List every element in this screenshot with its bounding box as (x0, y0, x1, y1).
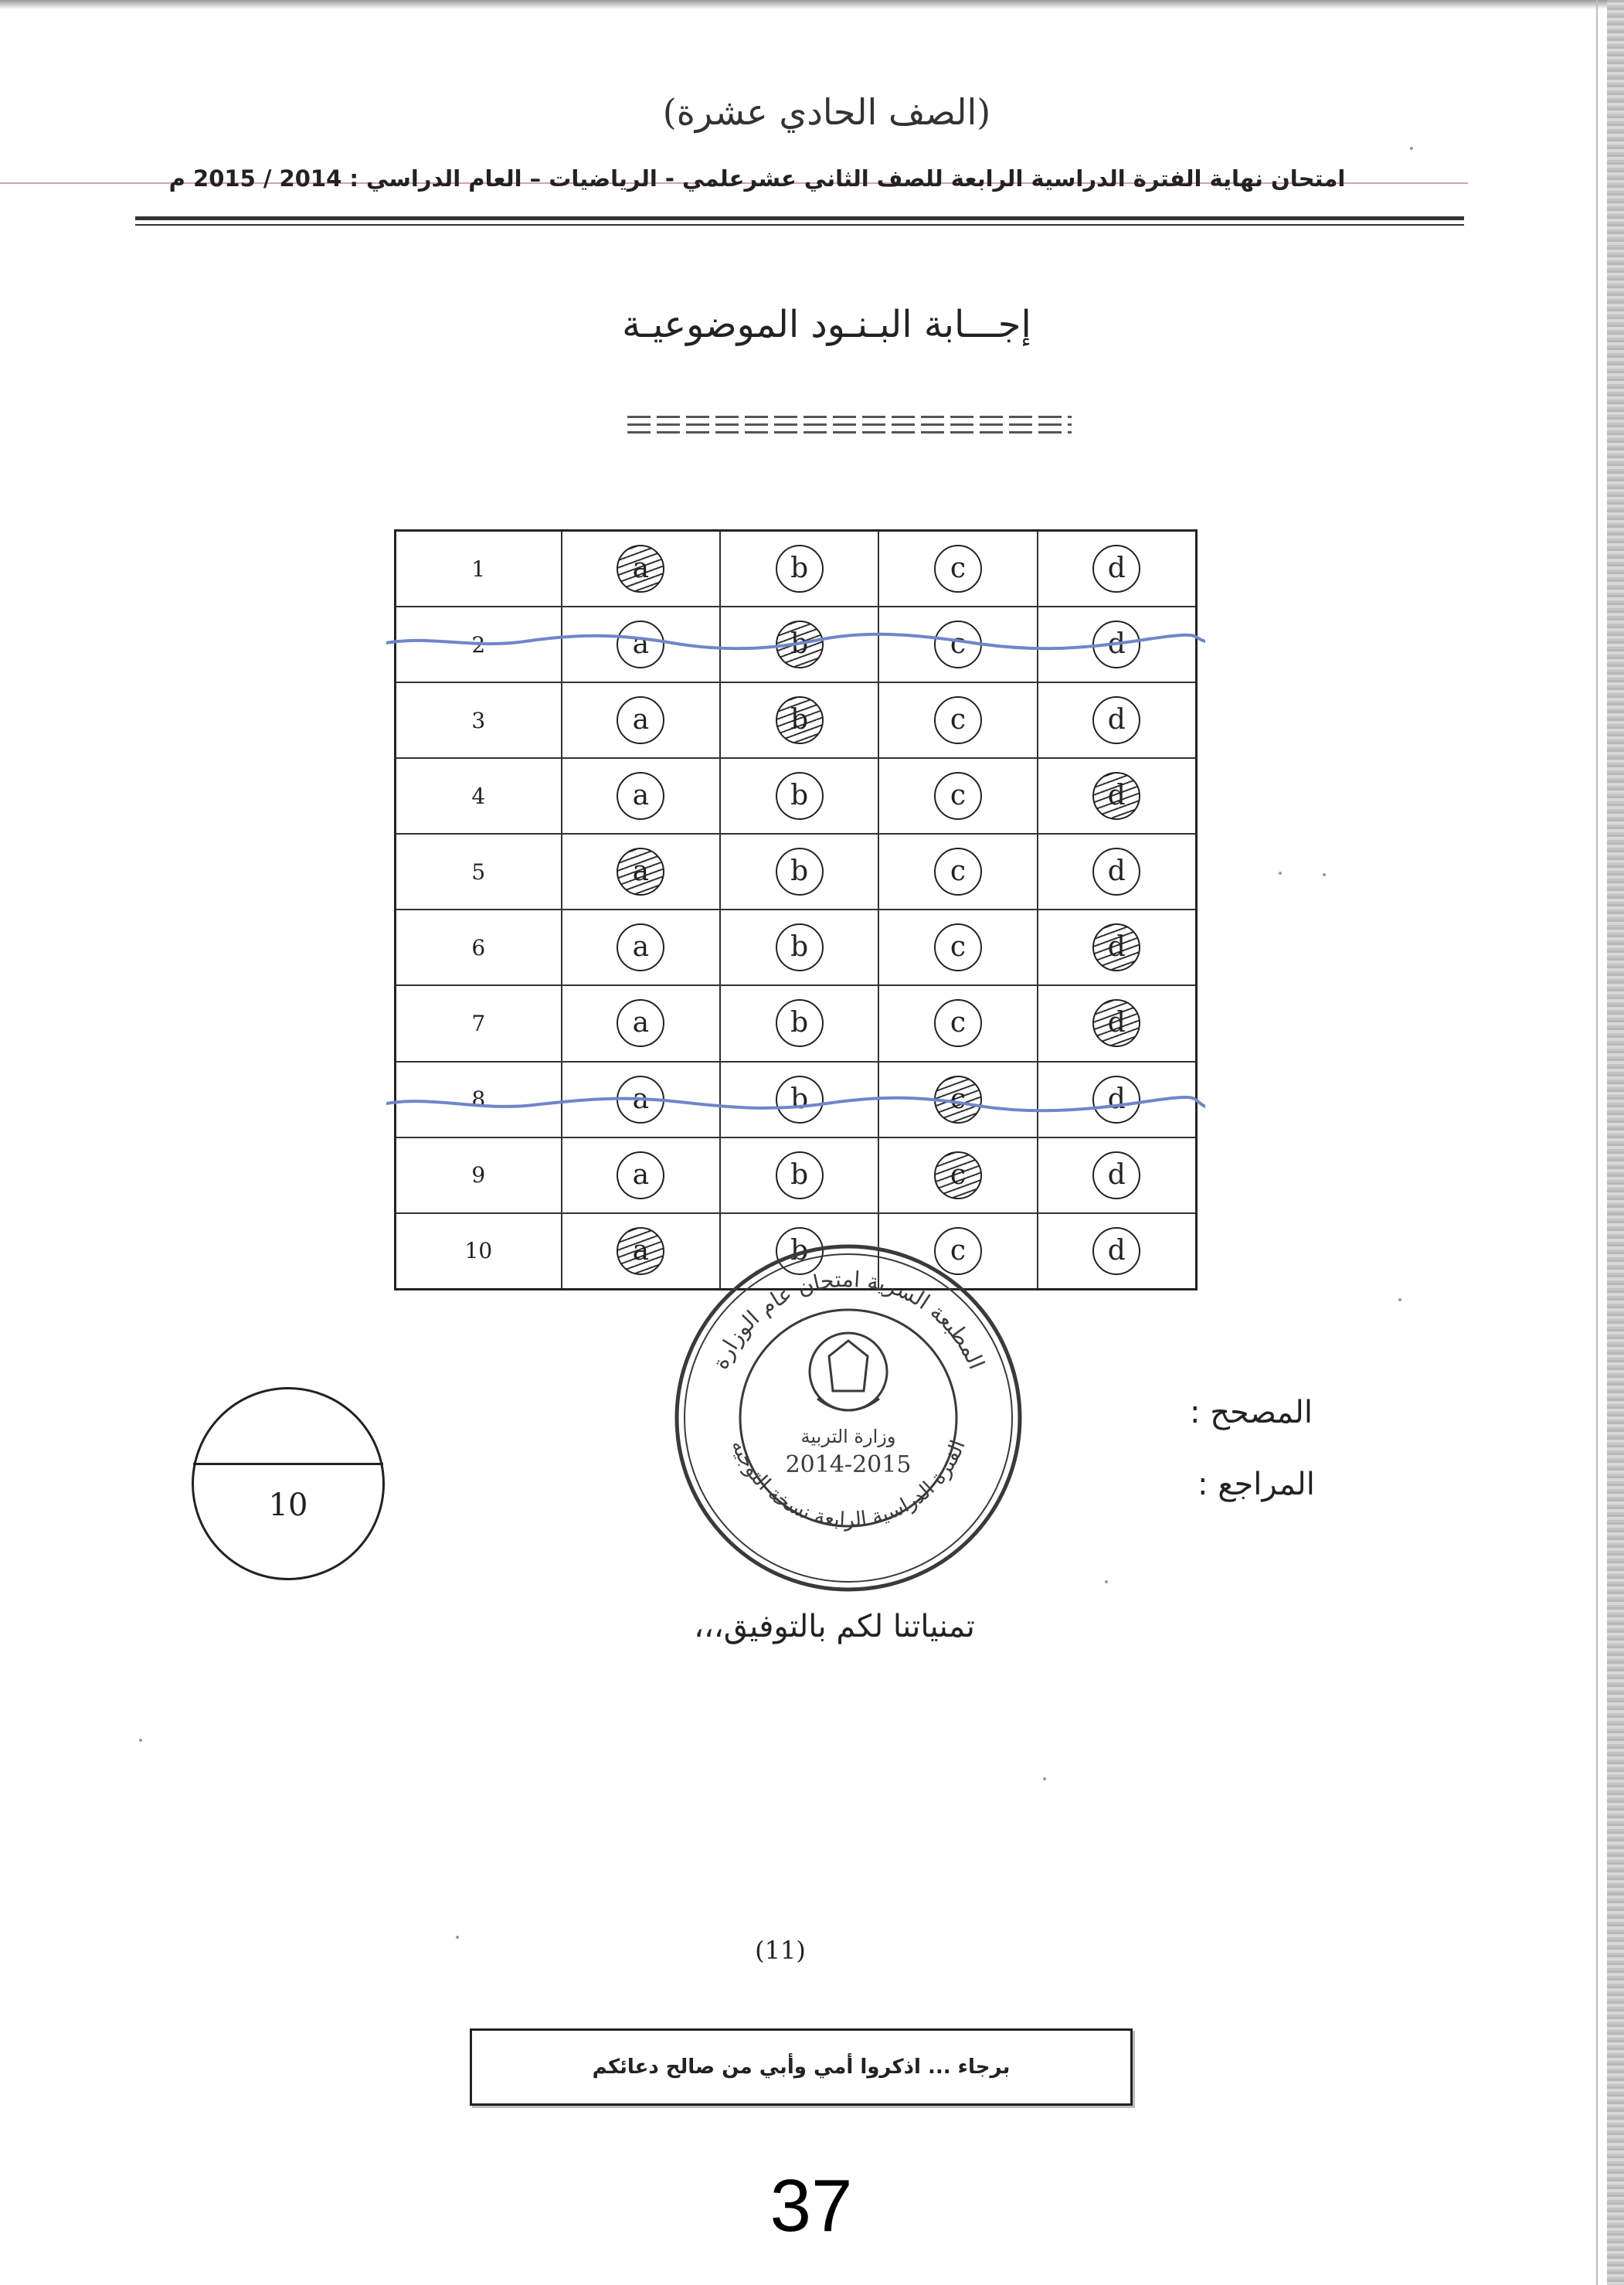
official-stamp (671, 1240, 1026, 1596)
option-cell (1038, 834, 1197, 910)
scan-speck (456, 1936, 459, 1939)
option-cell (562, 758, 720, 834)
answer-row (396, 1137, 1197, 1213)
option-cell (720, 834, 878, 910)
marked-answer-bubble: b (776, 621, 824, 668)
option-cell (720, 1137, 878, 1213)
footer-prayer-text: برجاء ... اذكروا أمي وأبي من صالح دعائكم (592, 2055, 1011, 2079)
option-cell (720, 1062, 878, 1137)
answer-bubble: a (617, 621, 664, 668)
answer-bubble: c (934, 772, 982, 820)
option-cell (878, 531, 1037, 607)
option-cell (878, 758, 1037, 834)
emblem-icon (810, 1333, 887, 1410)
option-cell (878, 1137, 1037, 1213)
option-cell (720, 607, 878, 682)
marked-answer-bubble: a (617, 1227, 664, 1275)
reviewer-label: المراجع : (1198, 1467, 1315, 1502)
question-number: 3 (396, 682, 562, 758)
option-cell (878, 985, 1037, 1061)
scan-right-edge-line (1596, 0, 1598, 2285)
option-cell (1038, 985, 1197, 1061)
scan-speck (1410, 147, 1413, 150)
question-number: 10 (396, 1213, 562, 1290)
question-number: 1 (396, 531, 562, 607)
exam-header: امتحان نهاية الفترة الدراسية الرابعة للصف الثاني عشرعلمي - الرياضيات – العام الدراسي : 2014 / 2015 م (168, 165, 1346, 192)
closing-wishes: تمنياتنا لكم بالتوفيق،،، (694, 1609, 975, 1644)
option-cell (562, 834, 720, 910)
scan-top-edge (0, 0, 1624, 9)
answer-row (396, 758, 1197, 834)
scan-speck (1279, 872, 1282, 875)
scan-speck (1043, 1777, 1046, 1780)
answer-row (396, 607, 1197, 682)
option-cell (562, 1062, 720, 1137)
option-cell (562, 910, 720, 985)
marked-answer-bubble: d (1092, 923, 1140, 971)
scan-speck (1105, 1580, 1108, 1583)
answer-row (396, 834, 1197, 910)
answer-row (396, 531, 1197, 607)
question-number: 5 (396, 834, 562, 910)
option-cell (1038, 1137, 1197, 1213)
answer-bubble: b (776, 1151, 824, 1199)
marked-answer-bubble: c (934, 1076, 982, 1124)
answer-bubble: b (776, 923, 824, 971)
option-cell (720, 985, 878, 1061)
answer-bubble: d (1092, 1151, 1140, 1199)
scan-speck (139, 1739, 142, 1742)
scan-speck (1323, 873, 1326, 876)
page-number: (11) (755, 1936, 806, 1965)
option-cell (1038, 607, 1197, 682)
scan-speck (1398, 1298, 1401, 1301)
answer-bubble: d (1092, 621, 1140, 668)
answer-bubble: c (934, 848, 982, 896)
option-cell (720, 531, 878, 607)
question-number: 9 (396, 1137, 562, 1213)
footer-prayer-box (470, 2028, 1133, 2106)
answer-bubble: c (934, 999, 982, 1047)
option-cell (1038, 758, 1197, 834)
answer-bubble: c (934, 923, 982, 971)
question-number: 8 (396, 1062, 562, 1137)
answer-bubble: a (617, 696, 664, 744)
answer-bubble: a (617, 999, 664, 1047)
option-cell (1038, 531, 1197, 607)
scan-right-edge (1607, 0, 1624, 2285)
answer-bubble: d (1092, 696, 1140, 744)
answer-bubble: b (776, 545, 824, 593)
option-cell (878, 607, 1037, 682)
answer-bubble: a (617, 772, 664, 820)
answer-bubble: c (934, 545, 982, 593)
title-underline-1 (627, 416, 1072, 418)
option-cell (720, 682, 878, 758)
question-number: 7 (396, 985, 562, 1061)
answer-bubble: d (1092, 1076, 1140, 1124)
option-cell (878, 910, 1037, 985)
answer-bubble: a (617, 923, 664, 971)
score-divider (193, 1463, 383, 1465)
corrector-label: المصحح : (1190, 1395, 1313, 1430)
answer-row (396, 985, 1197, 1061)
option-cell (1038, 1213, 1197, 1290)
option-cell (562, 682, 720, 758)
answer-bubble: d (1092, 1227, 1140, 1275)
marked-answer-bubble: b (776, 696, 824, 744)
marked-answer-bubble: c (934, 1151, 982, 1199)
option-cell (720, 758, 878, 834)
stamp-ring-bottom-text: الفترة الدراسية الرابعة نسخة التوجيه (726, 1437, 970, 1532)
question-number: 2 (396, 607, 562, 682)
answer-bubble: b (776, 1227, 824, 1275)
stamp-outer-ring-inner (685, 1254, 1012, 1582)
answer-table (394, 529, 1198, 1290)
handwritten-title: (الصف الحادي عشرة) (662, 91, 991, 133)
answer-bubble: b (776, 848, 824, 896)
marked-answer-bubble: d (1092, 999, 1140, 1047)
answer-bubble: c (934, 621, 982, 668)
scan-page-number: 37 (770, 2164, 853, 2247)
stamp-outer-ring (677, 1246, 1020, 1590)
section-title: إجـــابة البـنـود الموضوعيـة (622, 303, 1031, 346)
option-cell (878, 1062, 1037, 1137)
answer-bubble: c (934, 1227, 982, 1275)
answer-bubble: d (1092, 545, 1140, 593)
answer-bubble: b (776, 999, 824, 1047)
title-underline-2 (627, 423, 1072, 426)
title-underline-3 (627, 431, 1072, 434)
stamp-year: 2014-2015 (785, 1451, 912, 1478)
option-cell (1038, 682, 1197, 758)
answer-bubble: b (776, 1076, 824, 1124)
answer-bubble: c (934, 696, 982, 744)
option-cell (562, 985, 720, 1061)
option-cell (720, 910, 878, 985)
stamp-ministry: وزارة التربية (800, 1426, 896, 1447)
option-cell (878, 682, 1037, 758)
marked-answer-bubble: d (1092, 772, 1140, 820)
score-circle (192, 1387, 385, 1580)
answer-table-body (396, 531, 1197, 1290)
answer-row (396, 682, 1197, 758)
answer-bubble: a (617, 1076, 664, 1124)
option-cell (562, 531, 720, 607)
option-cell (562, 1137, 720, 1213)
option-cell (562, 607, 720, 682)
answer-row (396, 910, 1197, 985)
header-rule-thick (135, 216, 1464, 220)
stamp-ring-top-text: المطبعة السرية امتحان عام الوزارة (707, 1266, 990, 1373)
answer-bubble: d (1092, 848, 1140, 896)
marked-answer-bubble: a (617, 545, 664, 593)
option-cell (878, 834, 1037, 910)
answer-bubble: b (776, 772, 824, 820)
answer-row (396, 1062, 1197, 1137)
marked-answer-bubble: a (617, 848, 664, 896)
question-number: 4 (396, 758, 562, 834)
answer-bubble: a (617, 1151, 664, 1199)
score-max: 10 (268, 1488, 308, 1523)
header-rule-thin (135, 224, 1464, 226)
option-cell (1038, 1062, 1197, 1137)
question-number: 6 (396, 910, 562, 985)
option-cell (1038, 910, 1197, 985)
